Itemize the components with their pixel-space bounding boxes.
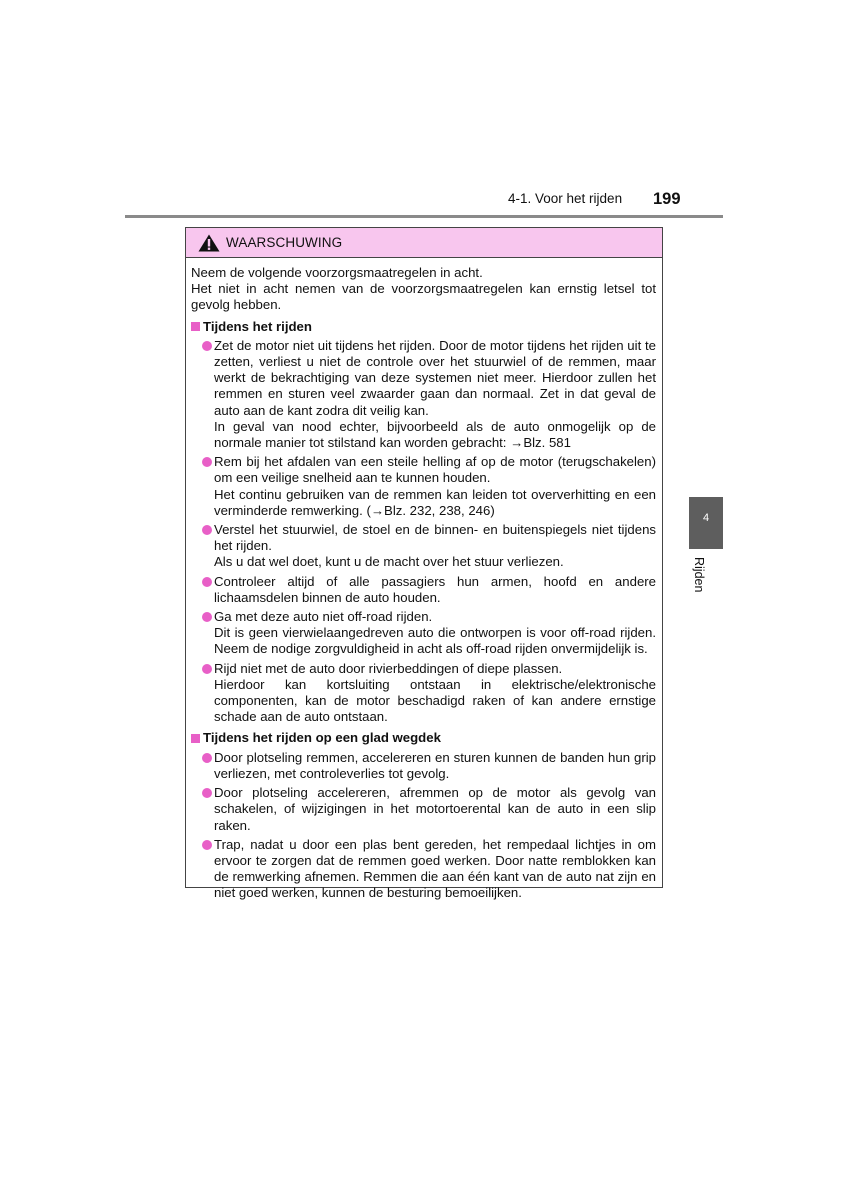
circle-bullet-icon [202, 753, 212, 763]
header-divider [125, 215, 723, 218]
item-text: Het continu gebruiken van de remmen kan leiden tot oververhitting en een verminderde remwerking. (→Blz. 232, 238, 246) [214, 486, 656, 518]
square-bullet-icon [191, 734, 200, 743]
intro-line: Neem de volgende voorzorgsmaatregelen in acht. [191, 265, 483, 280]
list-item [191, 785, 656, 834]
list-item [191, 454, 656, 519]
item-text: Rem bij het afdalen van een steile helling af op de motor (terugschakelen) om een veilige snelheid aan te kunnen houden. [214, 454, 656, 486]
warning-title: WAARSCHUWING [226, 235, 343, 250]
item-text: Hierdoor kan kortsluiting ontstaan in elektrische/elektronische componenten, kan de motor beschadigd raken of kan andere ernstige schade aan de auto ontstaan. [214, 676, 656, 725]
warning-triangle-icon [198, 234, 220, 252]
chapter-tab [689, 497, 723, 549]
list-item [191, 574, 656, 606]
section-title: 4-1. Voor het rijden [508, 191, 623, 206]
section-heading [191, 730, 656, 746]
section-heading-text: Tijdens het rijden [203, 318, 312, 334]
page-number: 199 [653, 190, 681, 208]
item-text: Zet de motor niet uit tijdens het rijden. Door de motor tijdens het rijden uit te zetten, verliest u niet de controle over het stuurwiel of de remmen, maar werkt de bekrachtiging van deze systemen niet meer. Hierdoor zullen het remmen en sturen veel zwaarder gaan dan normaal. Zet in dat geval de auto aan de kant zodra dit veilig kan. [214, 337, 656, 418]
circle-bullet-icon [202, 577, 212, 587]
list-item [191, 661, 656, 726]
circle-bullet-icon [202, 840, 212, 850]
warning-body [186, 258, 662, 902]
item-text: Ga met deze auto niet off-road rijden. [214, 609, 433, 625]
circle-bullet-icon [202, 525, 212, 535]
item-text: Verstel het stuurwiel, de stoel en de binnen- en buitenspiegels niet tijdens het rijden. [214, 522, 656, 554]
list-item [191, 338, 656, 451]
circle-bullet-icon [202, 664, 212, 674]
circle-bullet-icon [202, 612, 212, 622]
section-heading [191, 319, 656, 335]
circle-bullet-icon [202, 457, 212, 467]
square-bullet-icon [191, 322, 200, 331]
item-text: Controleer altijd of alle passagiers hun armen, hoofd en andere lichaamsdelen binnen de auto houden. [214, 573, 656, 605]
warning-header [186, 228, 662, 258]
item-text: Door plotseling remmen, accelereren en sturen kunnen de banden hun grip verliezen, met controleverlies tot gevolg. [214, 749, 656, 781]
item-text: Rijd niet met de auto door rivierbeddingen of diepe plassen. [214, 660, 563, 676]
list-item [191, 609, 656, 658]
circle-bullet-icon [202, 788, 212, 798]
circle-bullet-icon [202, 341, 212, 351]
chapter-label: Rijden [692, 557, 706, 593]
intro-line: Het niet in acht nemen van de voorzorgsmaatregelen kan ernstig letsel tot gevolg hebben. [191, 281, 656, 313]
item-text: Trap, nadat u door een plas bent gereden, het rempedaal lichtjes in om ervoor te zorgen dat de remmen goed werken. Door natte remblokken kan de remwerking afnemen. Remmen die aan één kant van de auto nat zijn en niet goed werken, kunnen de besturing bemoeilijken. [214, 836, 656, 901]
list-item [191, 522, 656, 571]
item-text: In geval van nood echter, bijvoorbeeld als de auto onmogelijk op de normale manier tot stilstand kan worden gebracht: →Blz. 581 [214, 418, 656, 451]
section-heading-text: Tijdens het rijden op een glad wegdek [203, 730, 441, 746]
list-item [191, 750, 656, 782]
list-item [191, 837, 656, 902]
warning-intro [191, 265, 656, 314]
chapter-number: 4 [702, 512, 710, 524]
warning-box [185, 227, 663, 901]
item-text: Door plotseling accelereren, afremmen op de motor als gevolg van schakelen, of wijzigingen in het motortoerental kan de auto in een slip raken. [214, 785, 656, 833]
item-text: Als u dat wel doet, kunt u de macht over het stuur verliezen. [214, 554, 564, 570]
item-text: Dit is geen vierwielaangedreven auto die ontworpen is voor off-road rijden. Neem de nodige zorgvuldigheid in acht als off-road rijden onvermijdelijk is. [214, 625, 656, 657]
